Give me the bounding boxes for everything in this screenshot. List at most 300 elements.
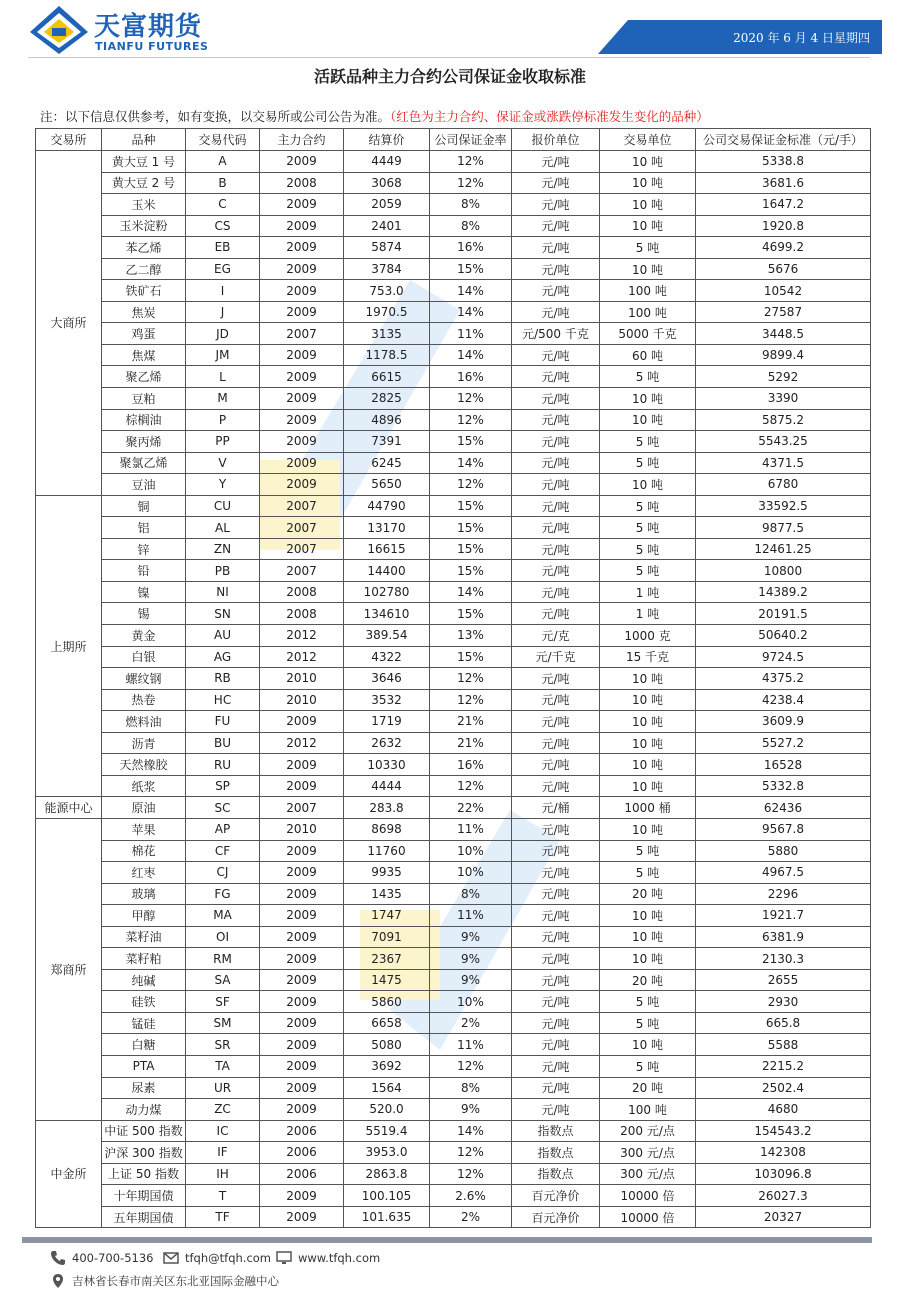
table-cell: 27587 bbox=[696, 301, 871, 323]
table-cell: 元/吨 bbox=[512, 237, 600, 259]
table-cell: 20 吨 bbox=[600, 1077, 696, 1099]
table-cell: 14% bbox=[430, 301, 512, 323]
table-cell: 142308 bbox=[696, 1142, 871, 1164]
table-cell: 50640.2 bbox=[696, 625, 871, 647]
table-row bbox=[36, 1120, 871, 1142]
table-cell: 10330 bbox=[344, 754, 430, 776]
table-cell: 10 吨 bbox=[600, 409, 696, 431]
report-date: 2020 年 6 月 4 日星期四 bbox=[733, 31, 870, 45]
table-row bbox=[36, 1055, 871, 1077]
table-cell: M bbox=[186, 388, 260, 410]
table-row bbox=[36, 818, 871, 840]
table-cell: 2007 bbox=[260, 495, 344, 517]
table-cell: UR bbox=[186, 1077, 260, 1099]
table-cell: 2009 bbox=[260, 1206, 344, 1228]
table-cell: 五年期国债 bbox=[102, 1206, 186, 1228]
table-cell: 9724.5 bbox=[696, 646, 871, 668]
table-cell: 3692 bbox=[344, 1055, 430, 1077]
table-cell: Y bbox=[186, 474, 260, 496]
table-cell: 2009 bbox=[260, 840, 344, 862]
table-cell: 8% bbox=[430, 883, 512, 905]
table-cell: 9899.4 bbox=[696, 344, 871, 366]
table-cell: EB bbox=[186, 237, 260, 259]
table-cell: 3646 bbox=[344, 668, 430, 690]
table-cell: 2008 bbox=[260, 581, 344, 603]
table-cell: 豆粕 bbox=[102, 388, 186, 410]
exchange-cell: 中金所 bbox=[36, 1120, 102, 1228]
table-cell: PP bbox=[186, 431, 260, 453]
table-cell: 1564 bbox=[344, 1077, 430, 1099]
table-cell: 2009 bbox=[260, 409, 344, 431]
table-cell: 11760 bbox=[344, 840, 430, 862]
table-cell: RM bbox=[186, 948, 260, 970]
table-cell: 2401 bbox=[344, 215, 430, 237]
table-cell: 100.105 bbox=[344, 1185, 430, 1207]
table-cell: EG bbox=[186, 258, 260, 280]
table-cell: 2009 bbox=[260, 237, 344, 259]
table-cell: 520.0 bbox=[344, 1099, 430, 1121]
table-cell: 2006 bbox=[260, 1163, 344, 1185]
table-cell: 元/吨 bbox=[512, 840, 600, 862]
table-cell: 5 吨 bbox=[600, 538, 696, 560]
table-cell: 20 吨 bbox=[600, 969, 696, 991]
table-cell: 豆油 bbox=[102, 474, 186, 496]
table-cell: 元/吨 bbox=[512, 258, 600, 280]
table-cell: SC bbox=[186, 797, 260, 819]
table-cell: SF bbox=[186, 991, 260, 1013]
table-cell: 11% bbox=[430, 323, 512, 345]
table-cell: PTA bbox=[102, 1055, 186, 1077]
table-cell: 2009 bbox=[260, 948, 344, 970]
table-cell: 2009 bbox=[260, 862, 344, 884]
phone-icon bbox=[50, 1250, 66, 1266]
table-cell: SP bbox=[186, 775, 260, 797]
table-cell: 铅 bbox=[102, 560, 186, 582]
table-cell: 纸浆 bbox=[102, 775, 186, 797]
table-cell: 2007 bbox=[260, 797, 344, 819]
table-cell: 6615 bbox=[344, 366, 430, 388]
table-cell: 3135 bbox=[344, 323, 430, 345]
table-cell: 3953.0 bbox=[344, 1142, 430, 1164]
table-cell: 2006 bbox=[260, 1120, 344, 1142]
table-row bbox=[36, 905, 871, 927]
table-cell: FG bbox=[186, 883, 260, 905]
table-cell: CF bbox=[186, 840, 260, 862]
table-row bbox=[36, 172, 871, 194]
table-cell: SM bbox=[186, 1012, 260, 1034]
table-cell: 元/吨 bbox=[512, 1077, 600, 1099]
table-cell: 7391 bbox=[344, 431, 430, 453]
exchange-cell: 大商所 bbox=[36, 151, 102, 496]
table-cell: 元/吨 bbox=[512, 862, 600, 884]
table-row bbox=[36, 452, 871, 474]
table-cell: 1747 bbox=[344, 905, 430, 927]
table-cell: 6658 bbox=[344, 1012, 430, 1034]
table-cell: 元/吨 bbox=[512, 754, 600, 776]
table-cell: 5676 bbox=[696, 258, 871, 280]
table-cell: 11% bbox=[430, 1034, 512, 1056]
table-row bbox=[36, 840, 871, 862]
table-cell: 8% bbox=[430, 194, 512, 216]
table-cell: 2012 bbox=[260, 625, 344, 647]
table-cell: 5519.4 bbox=[344, 1120, 430, 1142]
table-cell: 苯乙烯 bbox=[102, 237, 186, 259]
table-row bbox=[36, 732, 871, 754]
table-row bbox=[36, 194, 871, 216]
table-cell: 2009 bbox=[260, 1012, 344, 1034]
table-cell: 1475 bbox=[344, 969, 430, 991]
table-cell: 2008 bbox=[260, 172, 344, 194]
table-cell: 锰硅 bbox=[102, 1012, 186, 1034]
table-cell: V bbox=[186, 452, 260, 474]
table-row bbox=[36, 1206, 871, 1228]
table-cell: 1435 bbox=[344, 883, 430, 905]
table-cell: 13170 bbox=[344, 517, 430, 539]
table-cell: 5 吨 bbox=[600, 452, 696, 474]
column-header: 结算价 bbox=[344, 129, 430, 151]
table-cell: 元/吨 bbox=[512, 1034, 600, 1056]
table-cell: 20327 bbox=[696, 1206, 871, 1228]
table-cell: 2009 bbox=[260, 431, 344, 453]
table-cell: 焦煤 bbox=[102, 344, 186, 366]
table-cell: 1000 桶 bbox=[600, 797, 696, 819]
table-cell: 1921.7 bbox=[696, 905, 871, 927]
table-cell: RB bbox=[186, 668, 260, 690]
table-cell: 2009 bbox=[260, 1034, 344, 1056]
table-cell: 菜籽粕 bbox=[102, 948, 186, 970]
table-cell: 铝 bbox=[102, 517, 186, 539]
table-cell: 元/吨 bbox=[512, 1012, 600, 1034]
table-cell: 元/吨 bbox=[512, 603, 600, 625]
table-cell: 棉花 bbox=[102, 840, 186, 862]
table-cell: AP bbox=[186, 818, 260, 840]
table-cell: 2009 bbox=[260, 280, 344, 302]
table-cell: 44790 bbox=[344, 495, 430, 517]
table-cell: 6780 bbox=[696, 474, 871, 496]
table-cell: 1647.2 bbox=[696, 194, 871, 216]
table-cell: 2009 bbox=[260, 1099, 344, 1121]
table-cell: 指数点 bbox=[512, 1142, 600, 1164]
table-cell: 103096.8 bbox=[696, 1163, 871, 1185]
table-cell: 21% bbox=[430, 732, 512, 754]
table-cell: 16% bbox=[430, 754, 512, 776]
table-cell: 14400 bbox=[344, 560, 430, 582]
table-cell: 5875.2 bbox=[696, 409, 871, 431]
table-cell: 2007 bbox=[260, 323, 344, 345]
table-cell: 20 吨 bbox=[600, 883, 696, 905]
table-row bbox=[36, 474, 871, 496]
table-cell: 16% bbox=[430, 237, 512, 259]
table-cell: 12% bbox=[430, 775, 512, 797]
table-cell: 苹果 bbox=[102, 818, 186, 840]
table-row bbox=[36, 560, 871, 582]
table-row bbox=[36, 775, 871, 797]
table-cell: 5860 bbox=[344, 991, 430, 1013]
table-cell: 10% bbox=[430, 862, 512, 884]
table-cell: 14% bbox=[430, 344, 512, 366]
table-cell: 11% bbox=[430, 818, 512, 840]
table-cell: 12% bbox=[430, 388, 512, 410]
table-cell: 玻璃 bbox=[102, 883, 186, 905]
table-cell: 黄大豆 2 号 bbox=[102, 172, 186, 194]
footer-phone bbox=[50, 1250, 153, 1266]
table-cell: 389.54 bbox=[344, 625, 430, 647]
table-cell: 4322 bbox=[344, 646, 430, 668]
table-cell: ZC bbox=[186, 1099, 260, 1121]
table-row bbox=[36, 926, 871, 948]
table-cell: 9935 bbox=[344, 862, 430, 884]
table-cell: 2008 bbox=[260, 603, 344, 625]
table-cell: 33592.5 bbox=[696, 495, 871, 517]
table-cell: 红枣 bbox=[102, 862, 186, 884]
table-row bbox=[36, 797, 871, 819]
table-cell: 12% bbox=[430, 1163, 512, 1185]
table-cell: 12% bbox=[430, 172, 512, 194]
table-cell: 11% bbox=[430, 905, 512, 927]
exchange-cell: 能源中心 bbox=[36, 797, 102, 819]
table-cell: 3390 bbox=[696, 388, 871, 410]
email-address[interactable]: tfqh@tfqh.com bbox=[185, 1251, 272, 1265]
table-cell: 4371.5 bbox=[696, 452, 871, 474]
table-row bbox=[36, 1142, 871, 1164]
table-cell: B bbox=[186, 172, 260, 194]
table-cell: 5588 bbox=[696, 1034, 871, 1056]
table-cell: 元/吨 bbox=[512, 689, 600, 711]
table-cell: 14% bbox=[430, 452, 512, 474]
table-cell: 134610 bbox=[344, 603, 430, 625]
table-cell: 300 元/点 bbox=[600, 1163, 696, 1185]
footer-divider bbox=[22, 1237, 872, 1243]
table-cell: 2930 bbox=[696, 991, 871, 1013]
page-title: 活跃品种主力合约公司保证金收取标准 bbox=[313, 67, 586, 86]
table-cell: 玉米 bbox=[102, 194, 186, 216]
table-cell: 5 吨 bbox=[600, 237, 696, 259]
note-text: 注：以下信息仅供参考，如有变换，以交易所或公司公告为准。 bbox=[40, 109, 391, 124]
table-cell: 5 吨 bbox=[600, 431, 696, 453]
table-cell: 154543.2 bbox=[696, 1120, 871, 1142]
table-cell: ZN bbox=[186, 538, 260, 560]
table-cell: 2009 bbox=[260, 452, 344, 474]
table-cell: AU bbox=[186, 625, 260, 647]
table-cell: 元/吨 bbox=[512, 474, 600, 496]
table-cell: 3681.6 bbox=[696, 172, 871, 194]
table-header-row bbox=[36, 129, 871, 151]
table-cell: 5 吨 bbox=[600, 517, 696, 539]
table-cell: 5080 bbox=[344, 1034, 430, 1056]
table-cell: 棕榈油 bbox=[102, 409, 186, 431]
table-cell: 101.635 bbox=[344, 1206, 430, 1228]
table-cell: 9877.5 bbox=[696, 517, 871, 539]
table-row bbox=[36, 991, 871, 1013]
table-row bbox=[36, 151, 871, 173]
table-cell: 6245 bbox=[344, 452, 430, 474]
table-cell: 元/吨 bbox=[512, 215, 600, 237]
table-cell: HC bbox=[186, 689, 260, 711]
table-cell: 上证 50 指数 bbox=[102, 1163, 186, 1185]
table-cell: JD bbox=[186, 323, 260, 345]
table-cell: 8% bbox=[430, 215, 512, 237]
table-cell: 10 吨 bbox=[600, 948, 696, 970]
table-cell: PB bbox=[186, 560, 260, 582]
table-cell: 5874 bbox=[344, 237, 430, 259]
column-header: 交易代码 bbox=[186, 129, 260, 151]
table-cell: 14389.2 bbox=[696, 581, 871, 603]
table-cell: 5 吨 bbox=[600, 991, 696, 1013]
table-cell: 60 吨 bbox=[600, 344, 696, 366]
disclaimer-note bbox=[40, 107, 880, 125]
table-cell: 元/吨 bbox=[512, 388, 600, 410]
table-cell: 200 元/点 bbox=[600, 1120, 696, 1142]
table-cell: 62436 bbox=[696, 797, 871, 819]
table-cell: T bbox=[186, 1185, 260, 1207]
table-cell: 2863.8 bbox=[344, 1163, 430, 1185]
table-row bbox=[36, 646, 871, 668]
table-cell: 2655 bbox=[696, 969, 871, 991]
table-cell: 锡 bbox=[102, 603, 186, 625]
table-cell: 白银 bbox=[102, 646, 186, 668]
table-cell: 2009 bbox=[260, 474, 344, 496]
table-cell: TA bbox=[186, 1055, 260, 1077]
table-cell: 5880 bbox=[696, 840, 871, 862]
table-cell: 2009 bbox=[260, 258, 344, 280]
table-cell: 2010 bbox=[260, 689, 344, 711]
table-row bbox=[36, 366, 871, 388]
header-divider bbox=[28, 57, 870, 58]
address-text: 吉林省长春市南关区东北亚国际金融中心 bbox=[72, 1274, 279, 1288]
table-cell: AL bbox=[186, 517, 260, 539]
table-row bbox=[36, 323, 871, 345]
table-cell: 元/吨 bbox=[512, 883, 600, 905]
table-cell: 12% bbox=[430, 409, 512, 431]
table-cell: 10800 bbox=[696, 560, 871, 582]
table-cell: 4238.4 bbox=[696, 689, 871, 711]
table-row bbox=[36, 1185, 871, 1207]
table-cell: IH bbox=[186, 1163, 260, 1185]
table-cell: 黄大豆 1 号 bbox=[102, 151, 186, 173]
table-row bbox=[36, 603, 871, 625]
table-cell: 10 吨 bbox=[600, 711, 696, 733]
table-cell: 283.8 bbox=[344, 797, 430, 819]
table-cell: 2215.2 bbox=[696, 1055, 871, 1077]
table-cell: JM bbox=[186, 344, 260, 366]
table-cell: 中证 500 指数 bbox=[102, 1120, 186, 1142]
table-row bbox=[36, 1099, 871, 1121]
table-cell: 元/吨 bbox=[512, 151, 600, 173]
table-cell: 2502.4 bbox=[696, 1077, 871, 1099]
table-cell: 12% bbox=[430, 474, 512, 496]
table-cell: 14% bbox=[430, 581, 512, 603]
table-cell: 鸡蛋 bbox=[102, 323, 186, 345]
table-cell: 元/吨 bbox=[512, 431, 600, 453]
table-cell: 12% bbox=[430, 151, 512, 173]
table-cell: 10000 倍 bbox=[600, 1206, 696, 1228]
table-cell: 天然橡胶 bbox=[102, 754, 186, 776]
table-cell: 1970.5 bbox=[344, 301, 430, 323]
email-icon bbox=[163, 1250, 179, 1266]
table-cell: 元/吨 bbox=[512, 280, 600, 302]
column-header: 交易所 bbox=[36, 129, 102, 151]
table-cell: 1719 bbox=[344, 711, 430, 733]
table-cell: 4449 bbox=[344, 151, 430, 173]
note-red-text: （红色为主力合约、保证金或涨跌停标准发生变化的品种） bbox=[390, 109, 709, 124]
table-row bbox=[36, 711, 871, 733]
table-cell: 20191.5 bbox=[696, 603, 871, 625]
table-cell: 4896 bbox=[344, 409, 430, 431]
table-cell: 12% bbox=[430, 689, 512, 711]
table-cell: 5 吨 bbox=[600, 1012, 696, 1034]
table-cell: 元/吨 bbox=[512, 409, 600, 431]
website-url[interactable]: www.tfqh.com bbox=[298, 1251, 381, 1265]
table-cell: 10 吨 bbox=[600, 668, 696, 690]
table-row bbox=[36, 237, 871, 259]
table-cell: 5 吨 bbox=[600, 366, 696, 388]
table-cell: 10 吨 bbox=[600, 732, 696, 754]
table-cell: IC bbox=[186, 1120, 260, 1142]
table-row bbox=[36, 388, 871, 410]
table-cell: 2367 bbox=[344, 948, 430, 970]
table-cell: 元/500 千克 bbox=[512, 323, 600, 345]
footer-email bbox=[163, 1250, 271, 1266]
table-cell: NI bbox=[186, 581, 260, 603]
table-cell: 753.0 bbox=[344, 280, 430, 302]
table-row bbox=[36, 1077, 871, 1099]
table-cell: 26027.3 bbox=[696, 1185, 871, 1207]
table-cell: 2007 bbox=[260, 560, 344, 582]
table-cell: 15% bbox=[430, 495, 512, 517]
table-cell: 硅铁 bbox=[102, 991, 186, 1013]
phone-number: 400-700-5136 bbox=[72, 1251, 154, 1265]
table-cell: 2130.3 bbox=[696, 948, 871, 970]
table-cell: TF bbox=[186, 1206, 260, 1228]
table-cell: 13% bbox=[430, 625, 512, 647]
table-cell: 2009 bbox=[260, 388, 344, 410]
table-cell: 15% bbox=[430, 538, 512, 560]
exchange-cell: 上期所 bbox=[36, 495, 102, 797]
table-cell: 10 吨 bbox=[600, 689, 696, 711]
table-cell: 8% bbox=[430, 1077, 512, 1099]
table-cell: 10 吨 bbox=[600, 388, 696, 410]
table-cell: 12% bbox=[430, 668, 512, 690]
table-cell: J bbox=[186, 301, 260, 323]
table-cell: 指数点 bbox=[512, 1163, 600, 1185]
table-row bbox=[36, 495, 871, 517]
table-cell: 元/吨 bbox=[512, 668, 600, 690]
table-cell: 12% bbox=[430, 1142, 512, 1164]
table-cell: 元/吨 bbox=[512, 775, 600, 797]
table-cell: 2009 bbox=[260, 1055, 344, 1077]
table-cell: CU bbox=[186, 495, 260, 517]
table-cell: 10 吨 bbox=[600, 905, 696, 927]
table-row bbox=[36, 948, 871, 970]
table-cell: 白糖 bbox=[102, 1034, 186, 1056]
exchange-cell: 郑商所 bbox=[36, 818, 102, 1120]
table-cell: 2006 bbox=[260, 1142, 344, 1164]
table-cell: 3068 bbox=[344, 172, 430, 194]
table-cell: 300 元/点 bbox=[600, 1142, 696, 1164]
table-cell: 元/吨 bbox=[512, 560, 600, 582]
footer-address bbox=[50, 1273, 279, 1289]
table-cell: 元/吨 bbox=[512, 301, 600, 323]
table-cell: 3784 bbox=[344, 258, 430, 280]
table-cell: 2009 bbox=[260, 151, 344, 173]
table-cell: 元/吨 bbox=[512, 538, 600, 560]
table-cell: 元/吨 bbox=[512, 366, 600, 388]
table-cell: 9567.8 bbox=[696, 818, 871, 840]
table-row bbox=[36, 1034, 871, 1056]
table-cell: 5543.25 bbox=[696, 431, 871, 453]
table-cell: 元/吨 bbox=[512, 344, 600, 366]
table-cell: 2009 bbox=[260, 344, 344, 366]
